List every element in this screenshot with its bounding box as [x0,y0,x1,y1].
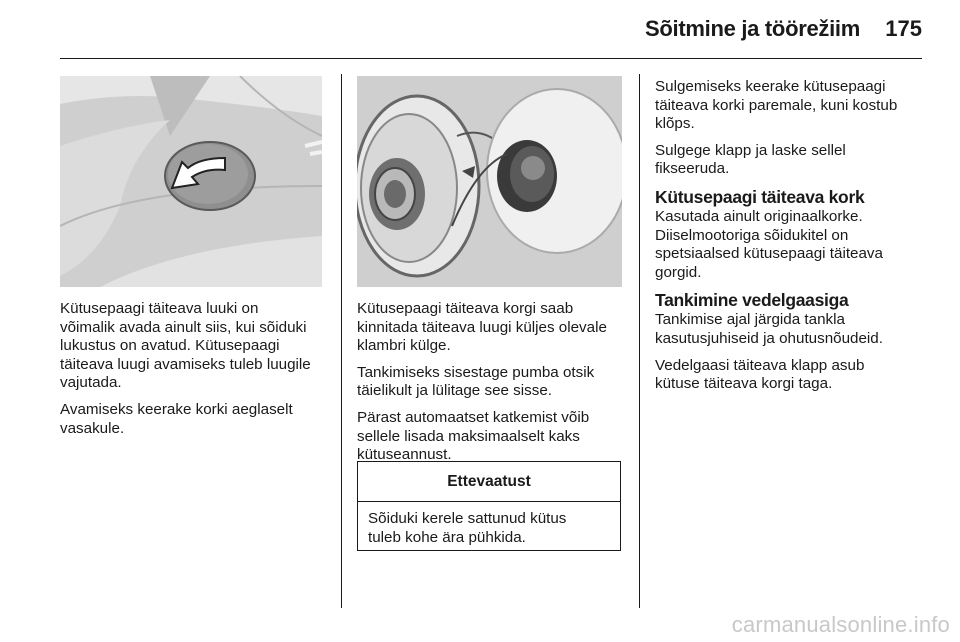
paragraph: Kütusepaagi täiteava korgi saab kinnitada täiteava luugi küljes olevale klambri külge. [357,300,607,355]
page-number: 175 [885,16,922,41]
section-heading: Kütusepaagi täiteava kork [655,186,865,207]
fuel-filler-flap-illustration [60,76,322,287]
watermark: carmanualsonline.info [731,612,950,637]
paragraph: Kütusepaagi täiteava luuki on võimalik avada ainult siis, kui sõiduki lukustus on avatud. Kütusepaagi täiteava luugi avamiseks tuleb luugile vajutada. [60,300,311,392]
fuel-cap-illustration [357,76,622,287]
left-text-column [60,300,332,446]
fuel-cap-icon [357,76,622,287]
paragraph: Pärast automaatset katkemist võib sellele lisada maksimaalselt kaks kütuseannust. [357,408,590,464]
fuel-filler-flap-icon [60,76,322,287]
caution-title: Ettevaatust [358,462,620,502]
section-heading: Tankimine vedelgaasiga [655,290,849,311]
paragraph: Tankimiseks sisestage pumba otsik täielikult ja lülitage see sisse. [357,363,595,400]
paragraph: Tankimise ajal järgida tankla kasutusjuhiseid ja ohutusnõudeid. [655,311,883,347]
middle-text-column [357,300,629,473]
caution-text: Sõiduki kerele sattunud kütus tuleb kohe ära pühkida. [368,510,567,546]
paragraph: Kasutada ainult originaalkorke. Diiselmootoriga sõidukitel on spetsiaalsed kütusepaagi täiteava gorgid. [655,207,883,281]
paragraph: Vedelgaasi täiteava klapp asub kütuse täiteava korgi taga. [655,356,865,393]
column-divider-left [341,74,342,608]
page-header-title: Sõitmine ja töörežiim [645,16,860,41]
column-divider-right [639,74,640,608]
paragraph: Sulgege klapp ja laske sellel fikseeruda. [655,141,846,178]
caution-box [357,461,621,551]
paragraph: Avamiseks keerake korki aeglaselt vasakule. [60,400,293,437]
header-divider [60,58,922,59]
paragraph: Sulgemiseks keerake kütusepaagi täiteava korki paremale, kuni kostub klõps. [655,78,898,133]
right-text-column [655,78,945,402]
